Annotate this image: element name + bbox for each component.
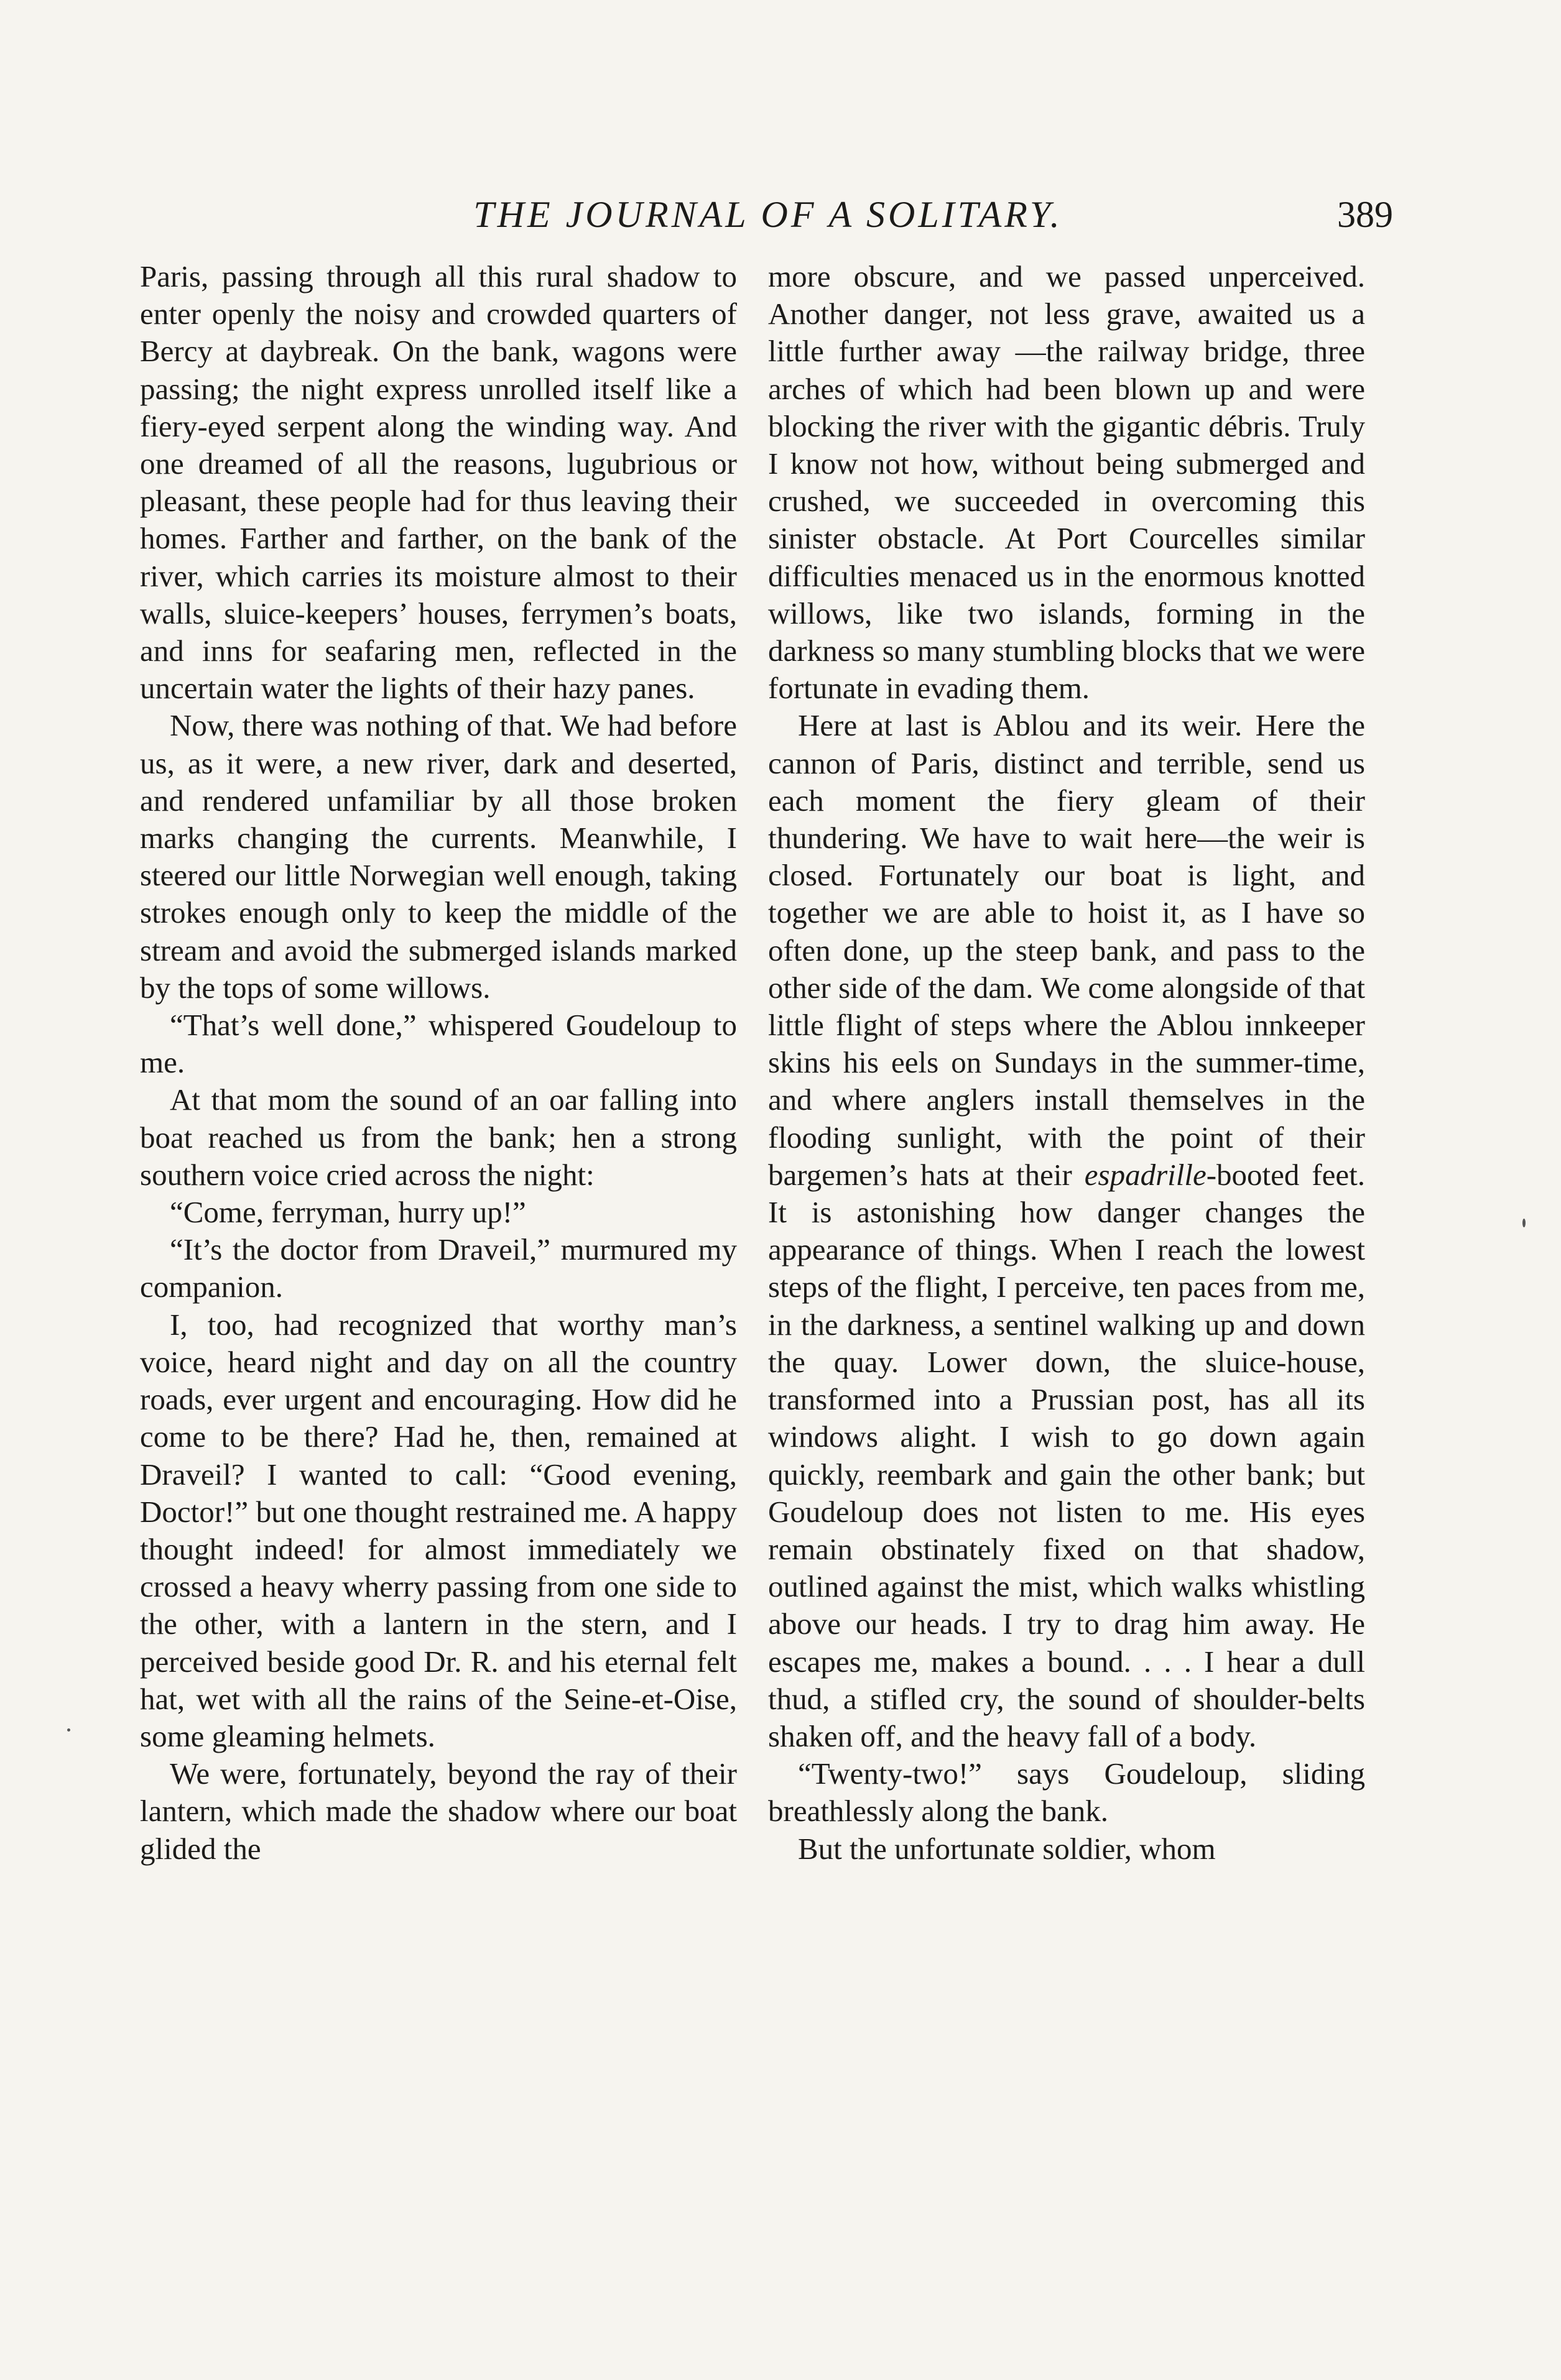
paragraph: “Come, ferryman, hurry up!”: [170, 1195, 526, 1230]
paragraph: At that mom the sound of an oar falling into boat reached us from the bank; hen a strong southern voice cried across the night:: [140, 1082, 737, 1192]
paragraph-text: -booted feet. It is astonishing how danger changes the appearance of things. When I reach the lowest steps of the flight, I perceive, ten paces from me, in the darkness, a sentinel walking up and down the quay. Lower down, the sluice-house, transformed into a Prussian post, has all its windows alight. I wish to go down again quickly, reembark and gain the other bank; but Goudeloup does not listen to me. His eyes remain obstinately fixed on that shadow, outlined against the mist, which walks whistling above our heads. I try to drag him away. He escapes me, makes a bound. . . . I hear a dull thud, a stifled cry, the sound of shoulder-belts shaken off, and the heavy fall of a body.: [768, 1157, 1366, 1753]
page-header: [143, 187, 1393, 242]
left-column: [140, 258, 737, 2216]
print-speck: [67, 1728, 70, 1732]
paragraph: [768, 707, 1365, 1755]
right-column: [768, 258, 1365, 2216]
paragraph-text: Here at last is Ablou and its weir. Here the cannon of Paris, distinct and terrible, send us each moment the fiery gleam of their thundering. We have to wait here—the weir is closed. Fortunately our boat is light, and together we are able to hoist it, as I have so often done, up the steep bank, and pass to the other side of the dam. We come alongside of that little flight of steps where the Ablou innkeeper skins his eels on Sundays in the summer-time, and where anglers install themselves in the flooding sunlight, with the point of their bargemen’s hats at their: [768, 708, 1365, 1192]
paragraph: But the unfortunate soldier, whom: [798, 1831, 1216, 1866]
paragraph: “It’s the doctor from Draveil,” murmured my companion.: [140, 1232, 737, 1304]
italic-word: espadrille: [1084, 1157, 1207, 1192]
paragraph: Paris, passing through all this rural shadow to enter openly the noisy and crowded quarters of Bercy at daybreak. On the bank, wagons were passing; the night express unrolled itself like a fiery-eyed serpent along the winding way. And one dreamed of all the reasons, lugubrious or pleasant, these people had for thus leaving their homes. Farther and farther, on the bank of the river, which carries its moisture almost to their walls, sluice-keepers’ houses, ferrymen’s boats, and inns for seafaring men, reflected in the uncertain water the lights of their hazy panes.: [140, 259, 737, 706]
paragraph: “Twenty-two!” says Goudeloup, sliding breathlessly along the bank.: [768, 1756, 1365, 1829]
paragraph: I, too, had recognized that worthy man’s voice, heard night and day on all the country roads, ever urgent and encouraging. How did he come to be there? Had he, then, remained at Draveil? I wanted to call: “Good evening, Doctor!” but one thought restrained me. A happy thought indeed! for almost immediately we crossed a heavy wherry passing from one side to the other, with a lantern in the stern, and I perceived beside good Dr. R. and his eternal felt hat, wet with all the rains of the Seine-et-Oise, some gleaming helmets.: [140, 1307, 737, 1753]
running-title: THE JOURNAL OF A SOLITARY.: [473, 194, 1063, 235]
paragraph: We were, fortunately, beyond the ray of their lantern, which made the shadow where our boat glided the: [140, 1756, 737, 1866]
paragraph: Now, there was nothing of that. We had before us, as it were, a new river, dark and deserted, and rendered unfamiliar by all those broken marks changing the currents. Meanwhile, I steered our little Norwegian well enough, taking strokes enough only to keep the middle of the stream and avoid the submerged islands marked by the tops of some willows.: [140, 708, 737, 1005]
print-speck: [1522, 1219, 1526, 1227]
page-number: 389: [1337, 194, 1393, 235]
paragraph: more obscure, and we passed unperceived. Another danger, not less grave, awaited us a little further away —the railway bridge, three arches of which had been blown up and were blocking the river with the gigantic débris. Truly I know not how, without being submerged and crushed, we succeeded in overcoming this sinister obstacle. At Port Courcelles similar difficulties menaced us in the enormous knotted willows, like two islands, forming in the darkness so many stumbling blocks that we were fortunate in evading them.: [768, 259, 1365, 706]
paragraph: “That’s well done,” whispered Goudeloup to me.: [140, 1008, 737, 1080]
